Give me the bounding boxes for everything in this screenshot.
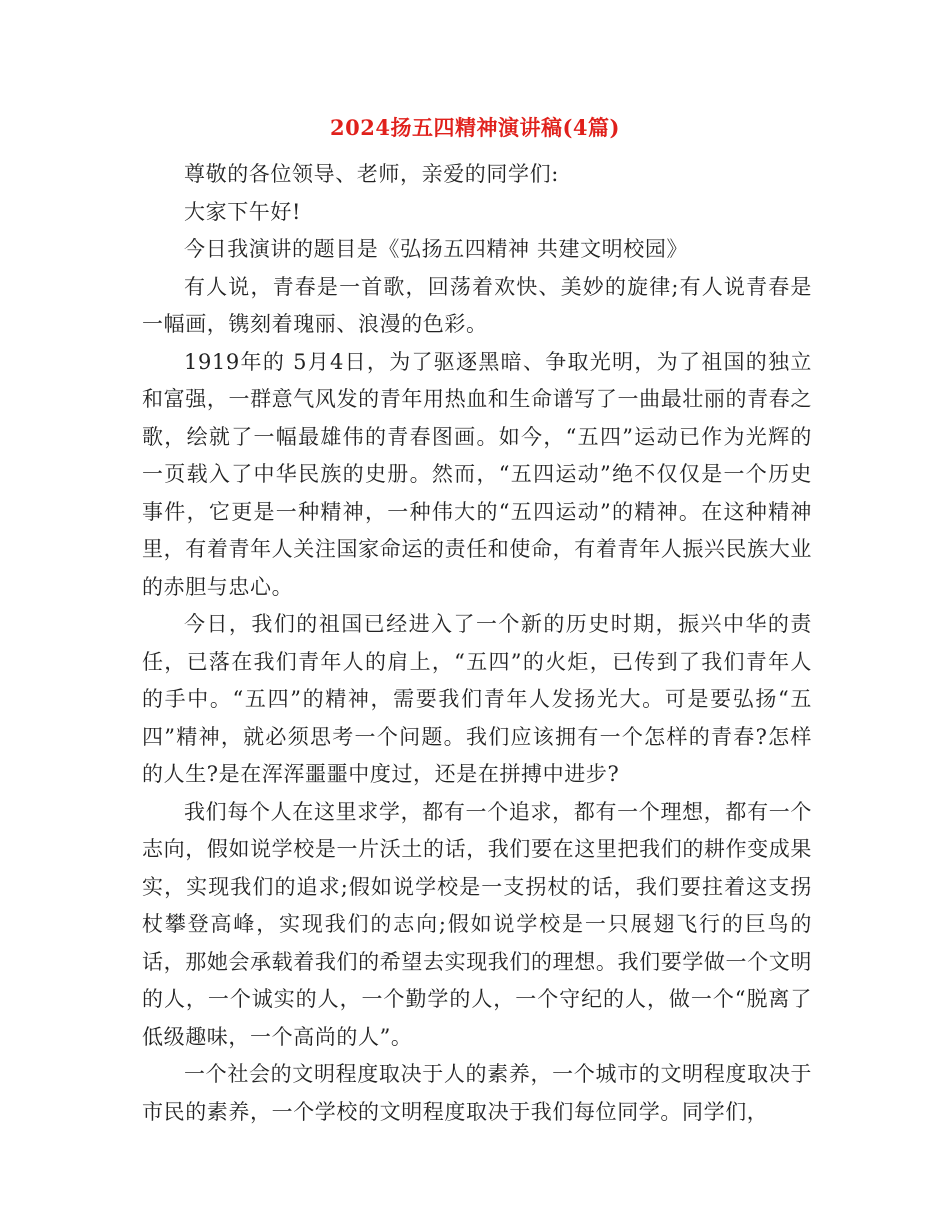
paragraph-greeting: 大家下午好! (184, 199, 302, 224)
document-body (142, 156, 812, 1131)
paragraph: 一个社会的文明程度取决于人的素养，一个城市的文明程度取决于市民的素养，一个学校的文明程度取决于我们每位同学。同学们， (142, 1062, 812, 1124)
paragraph: 有人说，青春是一首歌，回荡着欢快、美妙的旋律;有人说青春是一幅画，镌刻着瑰丽、浪漫的色彩。 (142, 274, 812, 336)
paragraph: 今日，我们的祖国已经进入了一个新的历史时期，振兴中华的责任，已落在我们青年人的肩上，“五四”的火炬，已传到了我们青年人的手中。“五四”的精神，需要我们青年人发扬光大。可是要弘扬“五四”精神，就必须思考一个问题。我们应该拥有一个怎样的青春?怎样的人生?是在浑浑噩噩中度过，还是在拼搏中进步? (142, 612, 812, 786)
paragraph-topic: 今日我演讲的题目是《弘扬五四精神 共建文明校园》 (184, 237, 689, 261)
paragraph: 我们每个人在这里求学，都有一个追求，都有一个理想，都有一个志向，假如说学校是一片沃土的话，我们要在这里把我们的耕作变成果实，实现我们的追求;假如说学校是一支拐杖的话，我们要拄着这支拐杖攀登高峰，实现我们的志向;假如说学校是一只展翅飞行的巨鸟的话，那她会承载着我们的希望去实现我们的理想。我们要学做一个文明的人，一个诚实的人，一个勤学的人，一个守纪的人，做一个“脱离了低级趣味，一个高尚的人”。 (142, 799, 812, 1049)
paragraph-salutation: 尊敬的各位领导、老师，亲爱的同学们: (184, 162, 559, 186)
paragraph: 1919年的 5月4日，为了驱逐黑暗、争取光明，为了祖国的独立和富强，一群意气风发的青年用热血和生命谱写了一曲最壮丽的青春之歌，绘就了一幅最雄伟的青春图画。如今，“五四”运动已作为光辉的一页载入了中华民族的史册。然而，“五四运动”绝不仅仅是一个历史事件，它更是一种精神，一种伟大的“五四运动”的精神。在这种精神里，有着青年人关注国家命运的责任和使命，有着青年人振兴民族大业的赤胆与忠心。 (142, 349, 812, 599)
document-title: 2024扬五四精神演讲稿(4篇) (330, 115, 620, 140)
